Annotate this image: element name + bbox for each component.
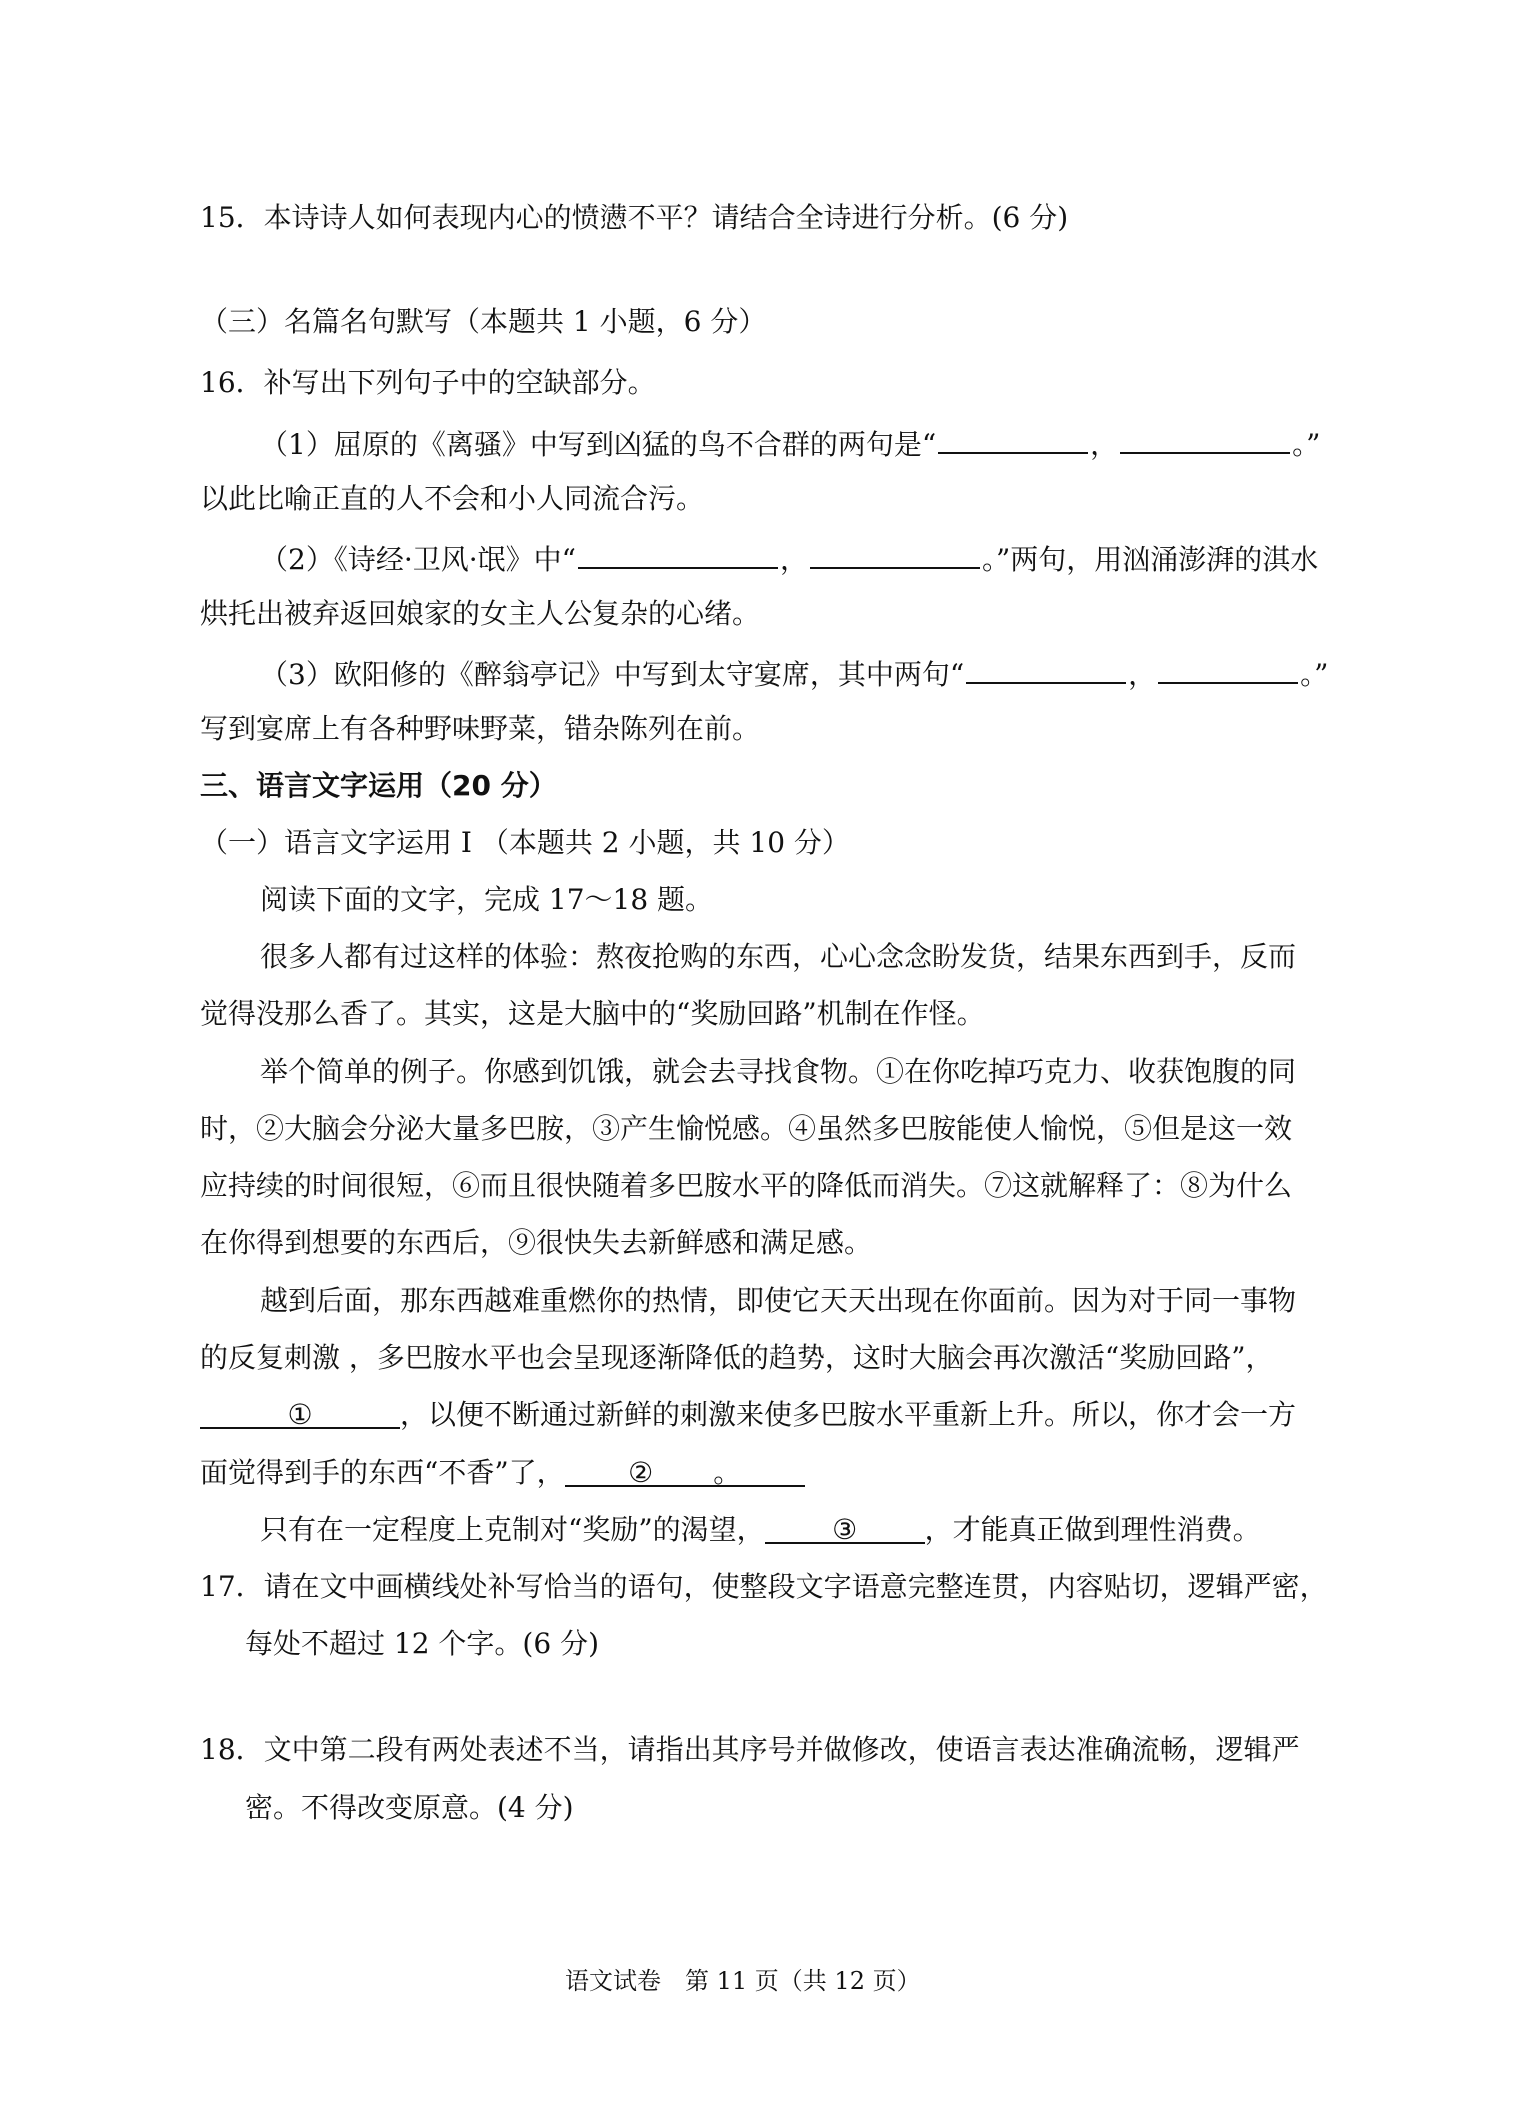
question-17: 17．请在文中画横线处补写恰当的语句，使整段文字语意完整连贯，内容贴切，逻辑严密， xyxy=(200,1570,1328,1603)
fill-blank[interactable] xyxy=(810,537,980,569)
passage-line: ① ，以便不断通过新鲜的刺激来使多巴胺水平重新上升。所以，你才会一方 xyxy=(200,1395,1296,1435)
page-footer: 语文试卷 第 11 页（共 12 页） xyxy=(565,1967,921,1995)
part-3-sub-1-heading: （一）语言文字运用 Ⅰ （本题共 2 小题，共 10 分） xyxy=(200,826,850,859)
question-16-item-2-line2: 烘托出被弃返回娘家的女主人公复杂的心绪。 xyxy=(200,597,761,630)
passage-line: 只有在一定程度上克制对“奖励”的渴望， ③ ，才能真正做到理性消费。 xyxy=(260,1510,1261,1550)
passage-line: 很多人都有过这样的体验：熬夜抢购的东西，心心念念盼发货，结果东西到手，反而 xyxy=(260,940,1297,973)
question-18-line2: 密。不得改变原意。(4 分) xyxy=(245,1791,574,1824)
fill-blank[interactable] xyxy=(938,422,1088,454)
question-16-item-1-line2: 以此比喻正直的人不会和小人同流合污。 xyxy=(200,482,705,515)
question-15 xyxy=(200,198,1068,238)
passage-line: 越到后面，那东西越难重燃你的热情，即使它天天出现在你面前。因为对于同一事物 xyxy=(260,1284,1297,1317)
passage-line: 举个简单的例子。你感到饥饿，就会去寻找食物。①在你吃掉巧克力、收获饱腹的同 xyxy=(260,1055,1297,1088)
passage-line: 面觉得到手的东西“不香”了， ② 。 xyxy=(200,1453,805,1493)
question-16-item-1: （1）屈原的《离骚》中写到凶猛的鸟不合群的两句是“ ， 。” xyxy=(260,422,1320,465)
passage-line: 应持续的时间很短，⑥而且很快随着多巴胺水平的降低而消失。⑦这就解释了：⑧为什么 xyxy=(200,1169,1293,1202)
passage-line: 在你得到想要的东西后，⑨很快失去新鲜感和满足感。 xyxy=(200,1226,873,1259)
passage-blank-2[interactable]: ② 。 xyxy=(565,1453,805,1487)
passage-line: 觉得没那么香了。其实，这是大脑中的“奖励回路”机制在作怪。 xyxy=(200,997,985,1030)
question-16-item-2: （2）《诗经·卫风·氓》中“ ， 。”两句，用汹涌澎湃的淇水 xyxy=(260,537,1318,580)
question-18: 18．文中第二段有两处表述不当，请指出其序号并做修改，使语言表达准确流畅，逻辑严 xyxy=(200,1733,1300,1766)
reading-instruction: 阅读下面的文字，完成 17～18 题。 xyxy=(260,883,714,916)
question-16-stem: 16．补写出下列句子中的空缺部分。 xyxy=(200,366,656,399)
passage-line: 时，②大脑会分泌大量多巴胺，③产生愉悦感。④虽然多巴胺能使人愉悦，⑤但是这一效 xyxy=(200,1112,1293,1145)
fill-blank[interactable] xyxy=(966,652,1126,684)
question-17-line2: 每处不超过 12 个字。(6 分) xyxy=(245,1627,599,1660)
section-3-sub-heading: （三）名篇名句默写（本题共 1 小题，6 分） xyxy=(200,305,767,338)
question-16-item-3-line2: 写到宴席上有各种野味野菜，错杂陈列在前。 xyxy=(200,712,761,745)
part-3-heading: 三、语言文字运用（20 分） xyxy=(200,769,557,802)
question-15-text: 15．本诗诗人如何表现内心的愤懑不平？请结合全诗进行分析。(6 分) xyxy=(200,201,1069,234)
passage-line: 的反复刺激 ，多巴胺水平也会呈现逐渐降低的趋势，这时大脑会再次激活“奖励回路”， xyxy=(200,1341,1274,1374)
fill-blank[interactable] xyxy=(578,537,778,569)
passage-blank-1[interactable]: ① xyxy=(200,1395,400,1429)
fill-blank[interactable] xyxy=(1158,652,1298,684)
passage-blank-3[interactable]: ③ xyxy=(765,1510,925,1544)
fill-blank[interactable] xyxy=(1120,422,1290,454)
question-16-item-3: （3）欧阳修的《醉翁亭记》中写到太守宴席，其中两句“ ， 。” xyxy=(260,652,1328,695)
